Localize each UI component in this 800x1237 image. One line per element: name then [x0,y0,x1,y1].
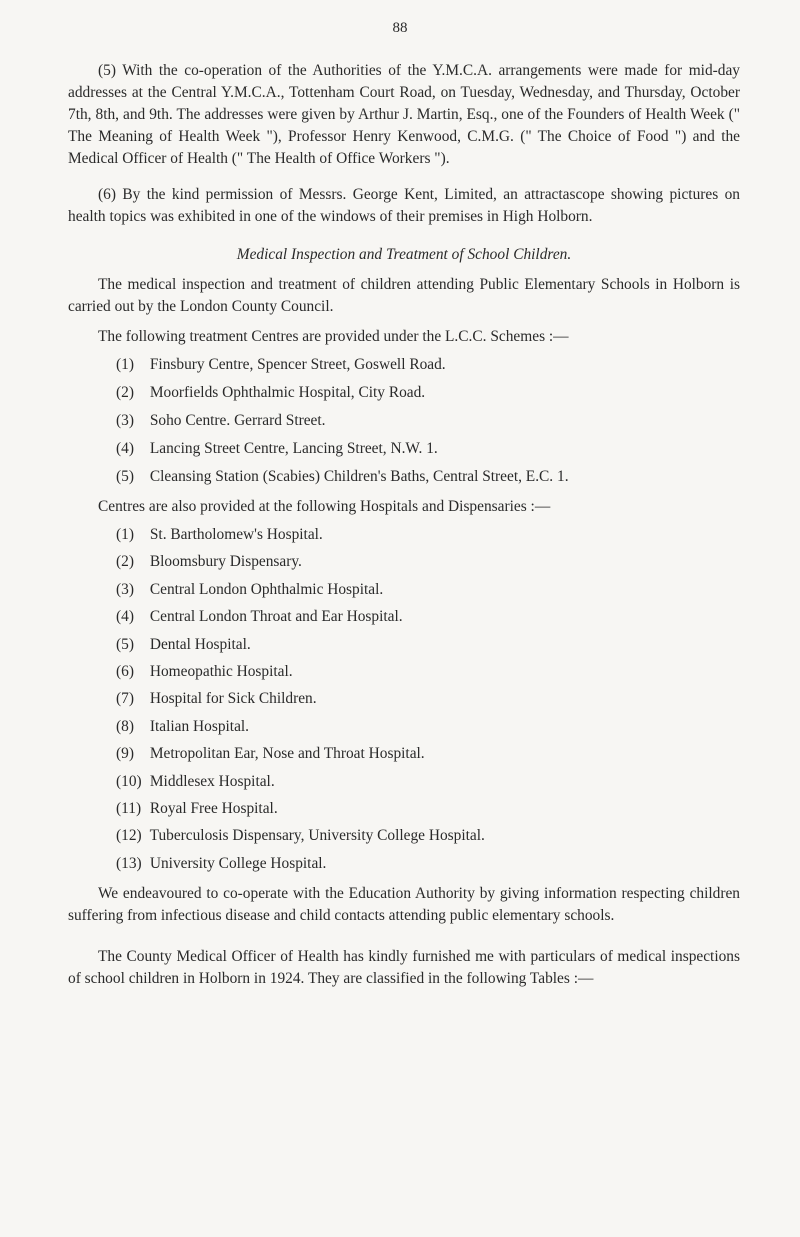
list-item: (6) Homeopathic Hospital. [116,662,293,680]
page-content [68,60,740,990]
hospitals-list [68,524,740,875]
list-item: (3) Soho Centre. Gerrard Street. [116,412,326,429]
list-item: (1) Finsbury Centre, Spencer Street, Goswell Road. [116,356,446,373]
list-item: (5) Cleansing Station (Scabies) Children's Baths, Central Street, E.C. 1. [116,468,569,485]
hospitals-intro: Centres are also provided at the following Hospitals and Dispensaries :— [98,498,551,515]
intro-paragraph: The medical inspection and treatment of children attending Public Elementary Schools in Holborn is carried out by the London County Council. [68,276,740,315]
centres-intro: The following treatment Centres are provided under the L.C.C. Schemes :— [98,328,569,345]
paragraph-5: (5) With the co-operation of the Authorities of the Y.M.C.A. arrangements were made for mid-day addresses at the Central Y.M.C.A., Tottenham Court Road, on Tuesday, Wednesday, and Thursday, October 7th, 8th, and 9th. The addresses were given by Arthur J. Martin, Esq., one of the Founders of Health Week (" The Meaning of Health Week "), Professor Henry Kenwood, C.M.G. (" The Choice of Food ") and the Medical Officer of Health (" The Health of Office Workers "). [68,62,740,167]
list-item: (2) Bloomsbury Dispensary. [116,553,302,571]
page-number: 88 [392,20,408,36]
final-paragraph: The County Medical Officer of Health has kindly furnished me with particulars of medical inspections of school children in Holborn in 1924. They are classified in the following Tables :— [68,947,740,987]
cooperate-paragraph: We endeavoured to co-operate with the Education Authority by giving information respecting children suffering from infectious disease and child contacts attending public elementary schools. [68,884,740,924]
list-item: (1) St. Bartholomew's Hospital. [116,526,323,543]
list-item: (3) Central London Ophthalmic Hospital. [116,580,384,598]
list-item: (9) Metropolitan Ear, Nose and Throat Hospital. [116,745,425,763]
list-item: (11) Royal Free Hospital. [116,799,278,817]
list-item: (10) Middlesex Hospital. [116,772,275,790]
section-heading: Medical Inspection and Treatment of School Children. [236,246,572,263]
list-item: (2) Moorfields Ophthalmic Hospital, City Road. [116,384,426,401]
list-item: (8) Italian Hospital. [116,717,250,735]
centres-list [68,354,740,488]
list-item: (13) University College Hospital. [116,854,327,872]
paragraph-6: (6) By the kind permission of Messrs. George Kent, Limited, an attractascope showing pictures on health topics was exhibited in one of the windows of their premises in High Holborn. [68,186,740,225]
list-item: (5) Dental Hospital. [116,635,251,653]
list-item: (4) Central London Throat and Ear Hospital. [116,608,403,626]
list-item: (12) Tuberculosis Dispensary, University College Hospital. [116,827,485,845]
list-item: (4) Lancing Street Centre, Lancing Street, N.W. 1. [116,440,438,457]
list-item: (7) Hospital for Sick Children. [116,690,317,708]
